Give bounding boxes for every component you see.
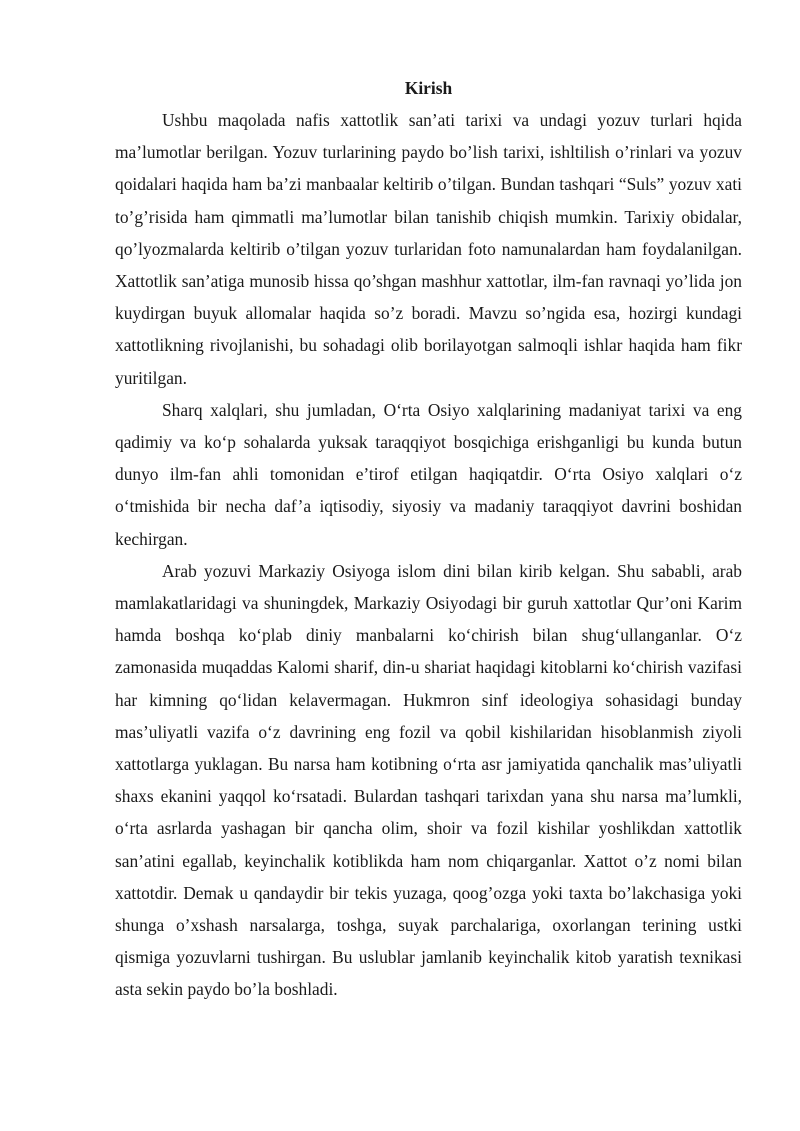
paragraph-intro: Ushbu maqolada nafis xattotlik san’ati tarixi va undagi yozuv turlari hqida ma’lumotlar berilgan. Yozuv turlarining paydo bo’lish tarixi, ishltilish o’rinlari va yozuv qoidalari haqida ham ba’zi manbaalar keltirib o’tilgan. Bundan tashqari “Suls” yozuv xati to’g’risida ham qimmatli ma’lumotlar bilan tanishib chiqish mumkin. Tarixiy obidalar, qo’lyozmalarda keltirib o’tilgan yozuv turlaridan foto namunalardan ham foydalanilgan. Xattotlik san’atiga munosib hissa qo’shgan mashhur xattotlar, ilm-fan ravnaqi yo’lida jon kuydirgan buyuk allomalar haqida so’z boradi. Mavzu so’ngida esa, hozirgi kundagi xattotlikning rivojlanishi, bu sohadagi olib borilayotgan salmoqli ishlar haqida ham fikr yuritilgan. bbox=[115, 110, 742, 388]
document-body bbox=[115, 72, 742, 1006]
page-title: Kirish bbox=[404, 78, 453, 98]
paragraph-eastern-peoples: Sharq xalqlari, shu jumladan, O‘rta Osiyo xalqlarining madaniyat tarixi va eng qadimiy va ko‘p sohalarda yuksak taraqqiyot bosqichiga erishganligi bu kunda butun dunyo ilm-fan ahli tomonidan e’tirof etilgan haqiqatdir. O‘rta Osiyo xalqlari o‘z o‘tmishida bir necha daf’a iqtisodiy, siyosiy va madaniy taraqqiyot davrini boshidan kechirgan. bbox=[115, 399, 742, 549]
paragraph-arabic-script: Arab yozuvi Markaziy Osiyoga islom dini bilan kirib kelgan. Shu sababli, arab mamlakatlaridagi va shuningdek, Markaziy Osiyodagi bir guruh xattotlar Qur’oni Karim hamda boshqa ko‘plab diniy manbalarni ko‘chirish bilan shug‘ullanganlar. O‘z zamonasida muqaddas Kalomi sharif, din-u shariat haqidagi kitoblarni ko‘chirish vazifasi har kimning qo‘lidan kelavermagan. Hukmron sinf ideologiya sohasidagi bunday mas’uliyatli vazifa o‘z davrining eng fozil va qobil kishilaridan hisoblanmish ziyoli xattotlarga yuklagan. Bu narsa ham kotibning o‘rta asr jamiyatida qanchalik mas’uliyatli shaxs ekanini yaqqol ko‘rsatadi. Bulardan tashqari tarixdan yana shu narsa ma’lumkli, o‘rta asrlarda yashagan bir qancha olim, shoir va fozil kishilar yoshlikdan xattotlik san’atini egallab, keyinchalik kotiblikda ham nom chiqarganlar. Xattot o’z nomi bilan xattotdir. Demak u qandaydir bir tekis yuzaga, qoog’ozga yoki taxta bo’lakchasiga yoki shunga o’xshash narsalarga, toshga, suyak parchalariga, oxorlangan terining ustki qismiga yozuvlarni tushirgan. Bu uslublar jamlanib keyinchalik kitob yaratish texnikasi asta sekin paydo bo’la boshladi. bbox=[115, 560, 742, 1000]
